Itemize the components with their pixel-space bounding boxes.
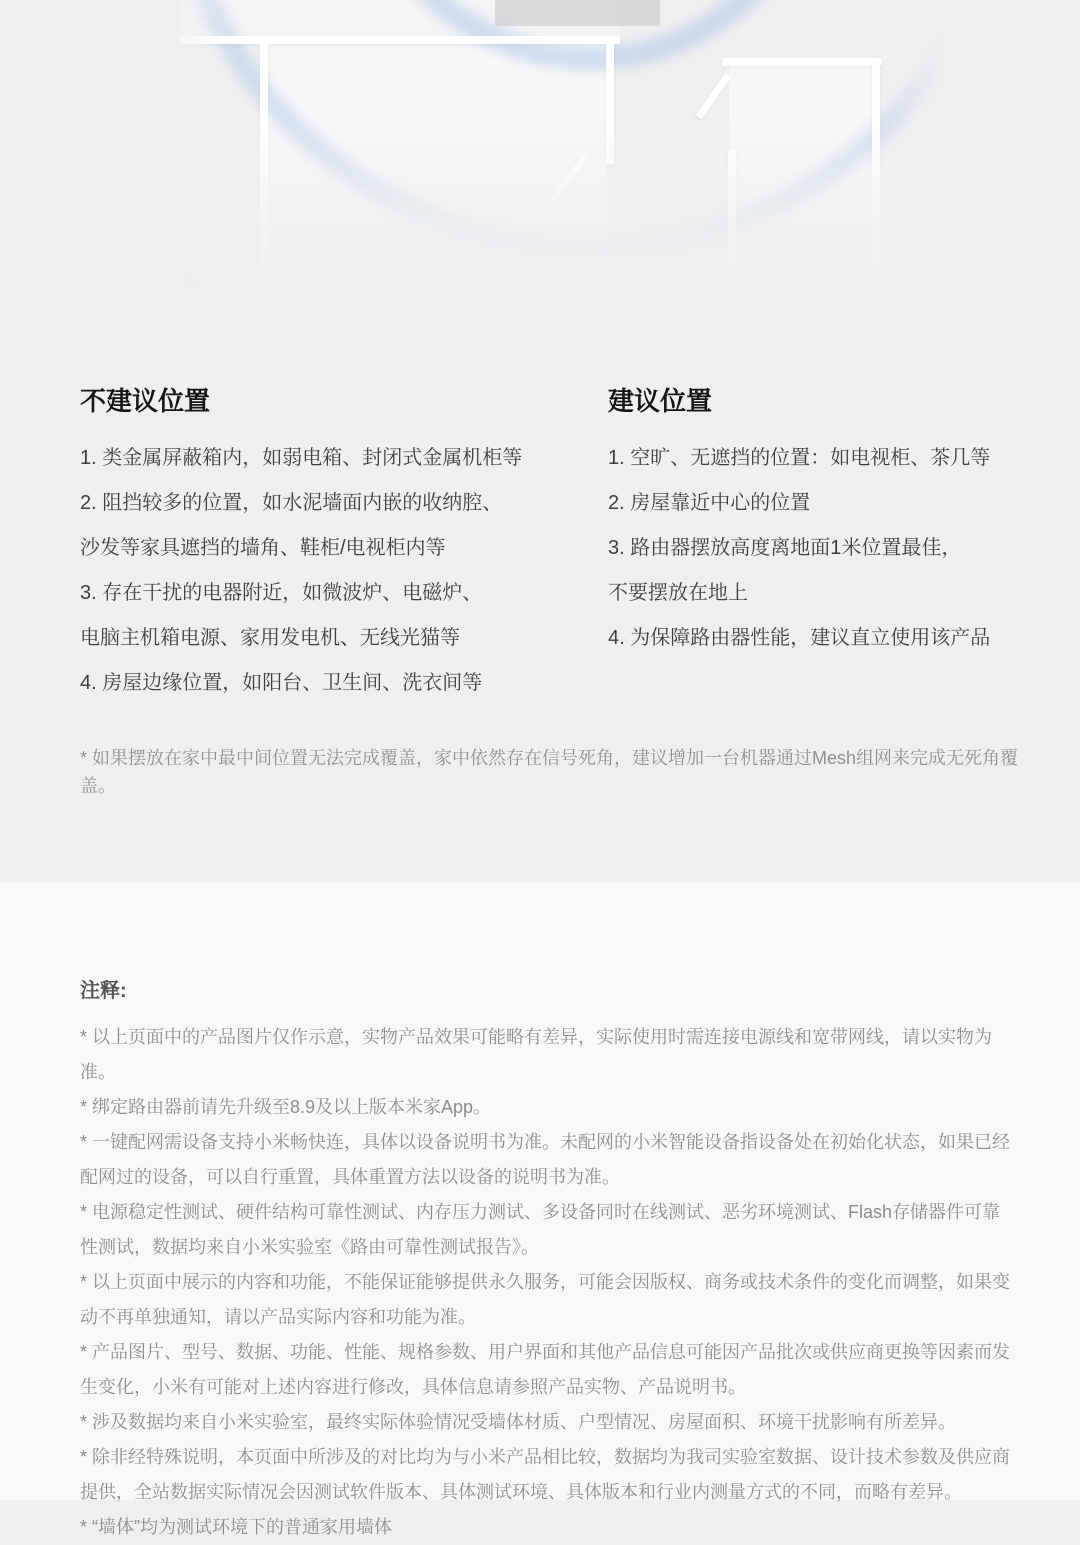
notes-list (80, 1020, 1015, 1545)
not-recommended-line: 1. 类金属屏蔽箱内，如弱电箱、封闭式金属机柜等 (80, 447, 523, 469)
recommended-line: 1. 空旷、无遮挡的位置：如电视柜、茶几等 (608, 447, 991, 469)
mesh-network-footnote: * 如果摆放在家中最中间位置无法完成覆盖，家中依然存在信号死角，建议增加一台机器通过Mesh组网来完成无死角覆盖。 (80, 748, 1019, 796)
note-item: * 以上页面中展示的内容和功能，不能保证能够提供永久服务，可能会因版权、商务或技术条件的变化而调整，如果变动不再单独通知，请以产品实际内容和功能为准。 (80, 1272, 1011, 1327)
not-recommended-line: 4. 房屋边缘位置，如阳台、卫生间、洗衣间等 (80, 672, 483, 694)
recommended-line: 4. 为保障路由器性能，建议直立使用该产品 (608, 627, 991, 649)
note-item: * 电源稳定性测试、硬件结构可靠性测试、内存压力测试、多设备同时在线测试、恶劣环境测试、Flash存储器件可靠性测试，数据均来自小米实验室《路由可靠性测试报告》。 (80, 1202, 1001, 1257)
recommended-line: 3. 路由器摆放高度离地面1米位置最佳， (608, 537, 962, 559)
not-recommended-line: 3. 存在干扰的电器附近，如微波炉、电磁炉、 (80, 582, 483, 604)
note-item: * “墙体”均为测试环境下的普通家用墙体 (80, 1517, 392, 1537)
not-recommended-column (80, 384, 522, 706)
recommended-column (608, 384, 990, 661)
not-recommended-title: 不建议位置 (80, 386, 211, 416)
not-recommended-line: 电脑主机箱电源、家用发电机、无线光猫等 (80, 627, 460, 649)
notes-title: 注释: (80, 980, 127, 1002)
recommended-title: 建议位置 (608, 386, 713, 416)
recommended-line: 2. 房屋靠近中心的位置 (608, 492, 811, 514)
recommended-line: 不要摆放在地上 (608, 582, 748, 604)
floor-plan-illustration (150, 0, 950, 310)
note-item: * 产品图片、型号、数据、功能、性能、规格参数、用户界面和其他产品信息可能因产品批次或供应商更换等因素而发生变化，小米有可能对上述内容进行修改，具体信息请参照产品实物、产品说明书。 (80, 1342, 1011, 1397)
illustration-fade-overlay (150, 0, 950, 310)
note-item: * 涉及数据均来自小米实验室，最终实际体验情况受墙体材质、户型情况、房屋面积、环境干扰影响有所差异。 (80, 1412, 957, 1432)
note-item: * 以上页面中的产品图片仅作示意，实物产品效果可能略有差异，实际使用时需连接电源线和宽带网线，请以实物为准。 (80, 1027, 993, 1082)
not-recommended-line: 2. 阻挡较多的位置，如水泥墙面内嵌的收纳腔、 (80, 492, 503, 514)
not-recommended-line: 沙发等家具遮挡的墙角、鞋柜/电视柜内等 (80, 537, 446, 559)
note-item: * 一键配网需设备支持小米畅快连，具体以设备说明书为准。未配网的小米智能设备指设备处在初始化状态，如果已经配网过的设备，可以自行重置，具体重置方法以设备的说明书为准。 (80, 1132, 1011, 1187)
note-item: * 除非经特殊说明，本页面中所涉及的对比均为与小米产品相比较，数据均为我司实验室数据、设计技术参数及供应商提供，全站数据实际情况会因测试软件版本、具体测试环境、具体版本和行业内测量方式的不同，而略有差异。 (80, 1447, 1011, 1502)
note-item: * 绑定路由器前请先升级至8.9及以上版本米家App。 (80, 1097, 492, 1117)
